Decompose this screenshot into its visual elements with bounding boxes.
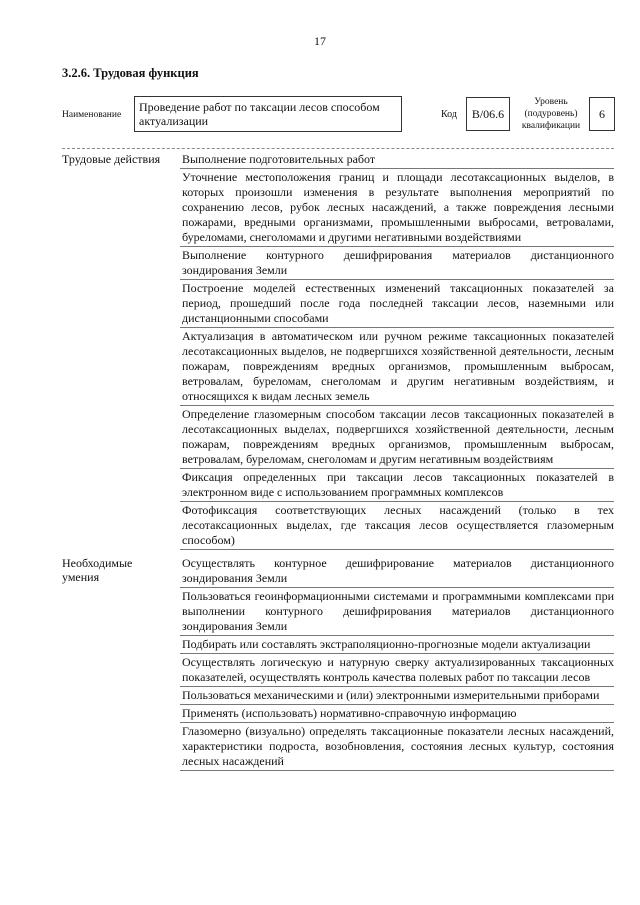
required-skills-list	[180, 556, 614, 772]
labor-actions-list	[180, 152, 614, 551]
labor-action-item: Определение глазомерным способом таксации лесов таксационных показателей в лесотаксационных выделах, подвергшихся хозяйственной деятельности, лесным пожарам, повреждениям вредных организмов, промышленным выбросам, ветровалам, буреломам, снеголомам и другим негативным воздействиям	[180, 407, 614, 469]
page-number: 17	[314, 34, 326, 48]
labor-action-item: Выполнение контурного дешифрирования материалов дистанционного зондирования Земли	[180, 248, 614, 280]
labor-action-item: Актуализация в автоматическом или ручном режиме таксационных показателей лесотаксационных выделов, не подвергшихся хозяйственной деятельности, лесным пожарам, повреждениям вредных организмов, промышленным выбросам, ветровалам, буреломам, снеголомам и другим негативным воздействиям, и относящихся к видам лесных земель	[180, 329, 614, 406]
code-label: Код	[441, 109, 457, 120]
skill-item: Пользоваться геоинформационными системами и программными комплексами при выполнении контурного дешифрирования материалов дистанционного зондирования Земли	[180, 589, 614, 636]
labor-action-item: Фотофиксация соответствующих лесных насаждений (только в тех лесотаксационных выделах, где таксация лесов осуществляется глазомерным способом)	[180, 503, 614, 550]
name-value: Проведение работ по таксации лесов способом актуализации	[134, 96, 402, 132]
labor-action-item: Уточнение местоположения границ и площади лесотаксационных выделов, в которых произошли изменения в результате выполнения мероприятий по сохранению лесов, рубок лесных насаждений, а также повреждения лесными пожарами, вредными организмами, промышленными выбросами, ветровалами, буреломами, снеголомами и другими негативными воздействиями	[180, 170, 614, 247]
labor-action-item: Выполнение подготовительных работ	[180, 152, 614, 169]
labor-actions-label: Трудовые действия	[62, 152, 161, 166]
required-skills-label: Необходимые умения	[62, 556, 133, 584]
level-label: Уровень (подуровень) квалификации	[521, 97, 581, 131]
table-top-rule	[62, 148, 614, 149]
skill-item: Подбирать или составлять экстраполяционно-прогнозные модели актуализации	[180, 637, 614, 654]
labor-action-item: Построение моделей естественных изменений таксационных показателей за период, прошедший после года последней таксации лесов, наземными или дистанционными способами	[180, 281, 614, 328]
skill-item: Осуществлять контурное дешифрирование материалов дистанционного зондирования Земли	[180, 556, 614, 588]
labor-action-item: Фиксация определенных при таксации лесов таксационных показателей в электронном виде с использованием программных комплексов	[180, 470, 614, 502]
skill-item: Применять (использовать) нормативно-справочную информацию	[180, 706, 614, 723]
skill-item: Глазомерно (визуально) определять таксационные показатели лесных насаждений, характеристики подроста, возобновления, состояния лесных культур, состояния лесных насаждений	[180, 724, 614, 771]
name-label: Наименование	[62, 110, 122, 120]
skill-item: Пользоваться механическими и (или) электронными измерительными приборами	[180, 688, 614, 705]
level-value: 6	[589, 97, 615, 131]
section-title: 3.2.6. Трудовая функция	[62, 66, 199, 80]
skill-item: Осуществлять логическую и натурную сверку актуализированных таксационных показателей, осуществлять контроль качества полевых работ по таксации лесов	[180, 655, 614, 687]
function-header	[62, 94, 617, 136]
code-value: В/06.6	[466, 97, 510, 131]
